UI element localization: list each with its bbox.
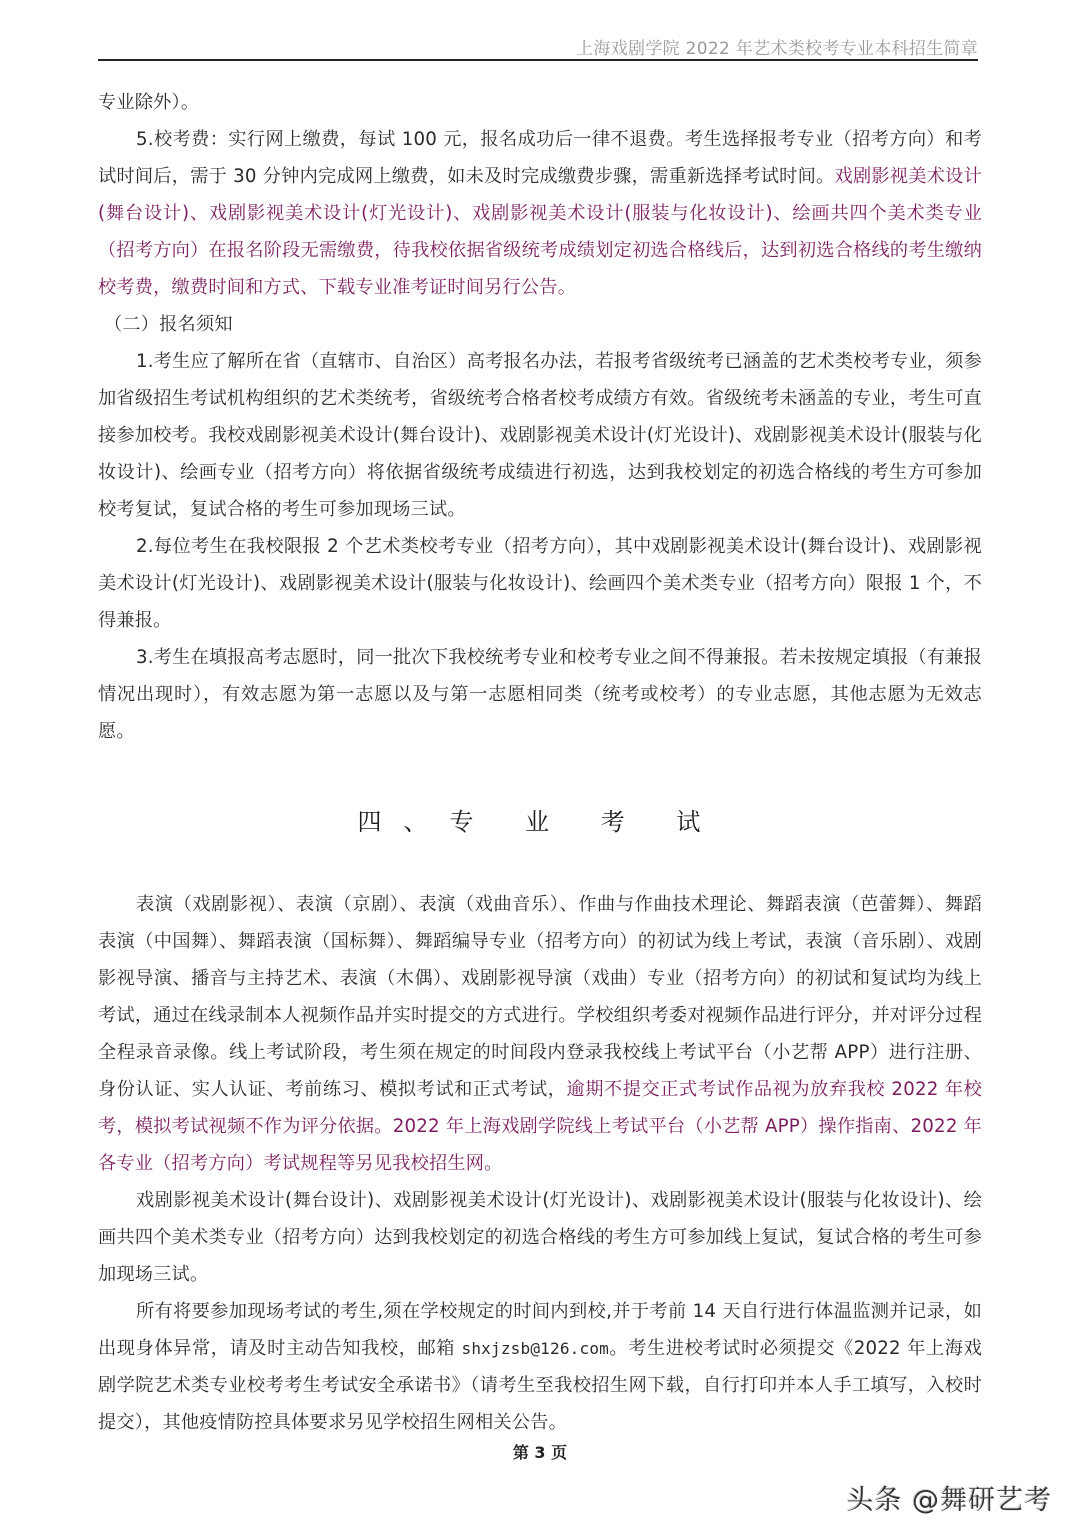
notice-item-2: 2.每位考生在我校限报 2 个艺术类校考专业（招考方向），其中戏剧影视美术设计(舞台设计)、戏剧影视美术设计(灯光设计)、戏剧影视美术设计(服装与化妆设计)、绘画四个美术类专业（招考方向）限报 1 个，不得兼报。 <box>98 536 982 631</box>
subsection-heading: （二）报名须知 <box>104 314 233 335</box>
art-majors-paragraph: 戏剧影视美术设计(舞台设计)、戏剧影视美术设计(灯光设计)、戏剧影视美术设计(服装与化妆设计)、绘画共四个美术类专业（招考方向）达到我校划定的初选合格线的考生方可参加线上复试，复试合格的考生可参加现场三试。 <box>98 1190 982 1285</box>
fee-highlight-text: 戏剧影视美术设计(舞台设计)、戏剧影视美术设计(灯光设计)、戏剧影视美术设计(服装与化妆设计)、绘画共四个美术类专业（招考方向）在报名阶段无需缴费，待我校依据省级统考成绩划定初选合格线后，达到初选合格线的考生缴纳校考费，缴费时间和方式、下载专业准考证时间另行公告。 <box>98 166 982 298</box>
onsite-text-before-email: 所有将要参加现场考试的考生,须在学校规定的时间内到校,并于考前 14 天自行进行体温监测并记录，如出现身体异常，请及时主动告知我校，邮箱 <box>98 1301 982 1359</box>
continuation-text: 专业除外）。 <box>98 92 200 113</box>
online-exam-highlight-text: 逾期不提交正式考试作品视为放弃我校 2022 年校考，模拟考试视频不作为评分依据。2022 年上海戏剧学院线上考试平台（小艺帮 APP）操作指南、2022 年各专业（招考方向）考试规程等另见我校招生网。 <box>98 1079 982 1174</box>
onsite-text-after-email: 。考生进校考试时必须提交《2022 年上海戏剧学院艺术类专业校考考生考试安全承诺书》（请考生至我校招生网下载，自行打印并本人手工填写，入校时提交），其他疫情防控具体要求另见学校招生网相关公告。 <box>98 1338 982 1433</box>
email-address[interactable]: shxjzsb@126.com <box>461 1339 609 1358</box>
document-header-title: 上海戏剧学院 2022 年艺术类校考专业本科招生简章 <box>576 39 978 59</box>
document-body <box>98 84 982 1441</box>
notice-item-3: 3.考生在填报高考志愿时，同一批次下我校统考专业和校考专业之间不得兼报。若未按规定填报（有兼报情况出现时），有效志愿为第一志愿以及与第一志愿相同类（统考或校考）的专业志愿，其他志愿为无效志愿。 <box>98 647 982 742</box>
onsite-exam-paragraph <box>98 1293 982 1441</box>
online-exam-normal-text: 表演（戏剧影视）、表演（京剧）、表演（戏曲音乐）、作曲与作曲技术理论、舞蹈表演（芭蕾舞）、舞蹈表演（中国舞）、舞蹈表演（国标舞）、舞蹈编导专业（招考方向）的初试为线上考试，表演（音乐剧）、戏剧影视导演、播音与主持艺术、表演（木偶）、戏剧影视导演（戏曲）专业（招考方向）的初试和复试均为线上考试，通过在线录制本人视频作品并实时提交的方式进行。学校组织考委对视频作品进行评分，并对评分过程全程录音录像。线上考试阶段，考生须在规定的时间段内登录我校线上考试平台（小艺帮 APP）进行注册、身份认证、实人认证、考前练习、模拟考试和正式考试， <box>98 894 982 1100</box>
page-number: 第 3 页 <box>512 1443 568 1462</box>
online-exam-paragraph <box>98 886 982 1182</box>
header-divider <box>98 59 978 61</box>
section-heading: 四、专 业 考 试 <box>357 808 723 836</box>
notice-item-1: 1.考生应了解所在省（直辖市、自治区）高考报名办法，若报考省级统考已涵盖的艺术类校考专业，须参加省级招生考试机构组织的艺术类统考，省级统考合格者校考成绩方有效。省级统考未涵盖的专业，考生可直接参加校考。我校戏剧影视美术设计(舞台设计)、戏剧影视美术设计(灯光设计)、戏剧影视美术设计(服装与化妆设计)、绘画专业（招考方向）将依据省级统考成绩进行初选，达到我校划定的初选合格线的考生方可参加校考复试，复试合格的考生可参加现场三试。 <box>98 351 982 520</box>
source-watermark: 头条 @舞研艺考 <box>846 1485 1052 1516</box>
fee-paragraph <box>98 121 982 306</box>
fee-normal-text: 5.校考费：实行网上缴费，每试 100 元，报名成功后一律不退费。考生选择报考专业（招考方向）和考试时间后，需于 30 分钟内完成网上缴费，如未及时完成缴费步骤，需重新选择考试时间。 <box>98 129 982 187</box>
